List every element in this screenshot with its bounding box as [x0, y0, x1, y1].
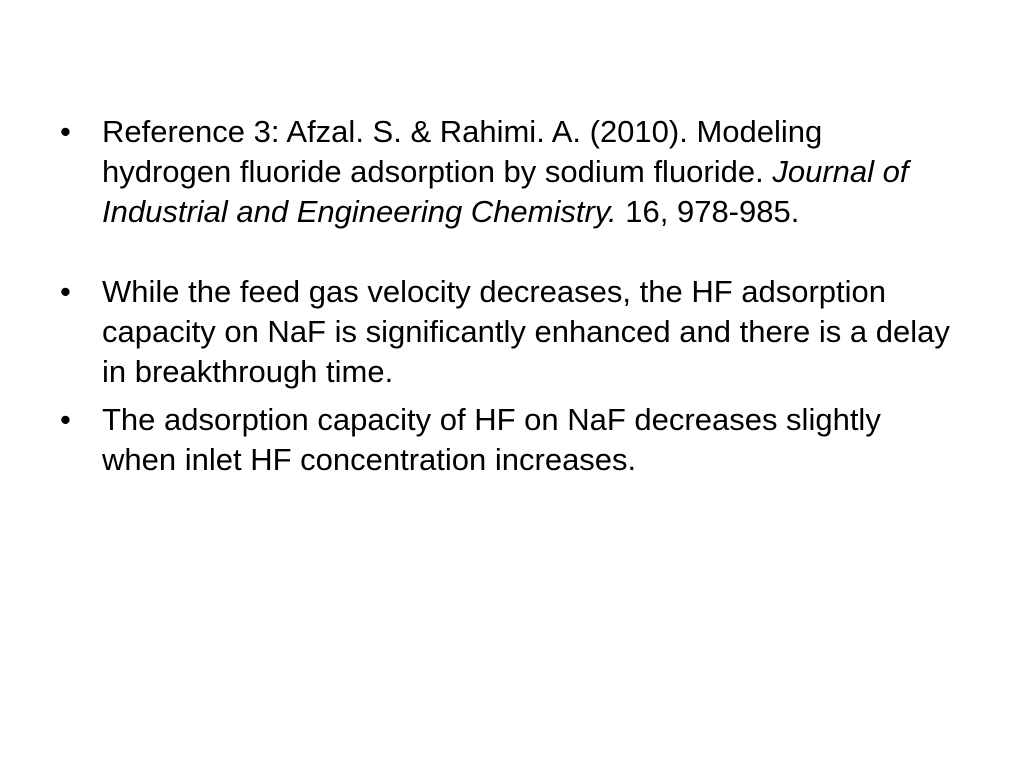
reference-bullet — [60, 112, 960, 232]
finding-bullet-velocity — [60, 272, 960, 392]
finding-text: The adsorption capacity of HF on NaF decreases slightly when inlet HF concentration increases. — [102, 402, 881, 477]
bullet-marker: • — [60, 114, 71, 149]
reference-journal-name: Journal of Industrial and Engineering Chemistry. — [102, 154, 909, 229]
reference-volume-pages: 16, 978-985. — [616, 194, 800, 229]
bullet-list — [60, 112, 960, 480]
bullet-marker: • — [60, 274, 71, 309]
finding-bullet-concentration — [60, 400, 960, 480]
finding-text: While the feed gas velocity decreases, the HF adsorption capacity on NaF is significantly enhanced and there is a delay in breakthrough time. — [102, 274, 950, 389]
bullet-marker: • — [60, 402, 71, 437]
reference-lead-text: Reference 3: Afzal. S. & Rahimi. A. (2010). Modeling hydrogen fluoride adsorption by sodium fluoride. — [102, 114, 823, 189]
